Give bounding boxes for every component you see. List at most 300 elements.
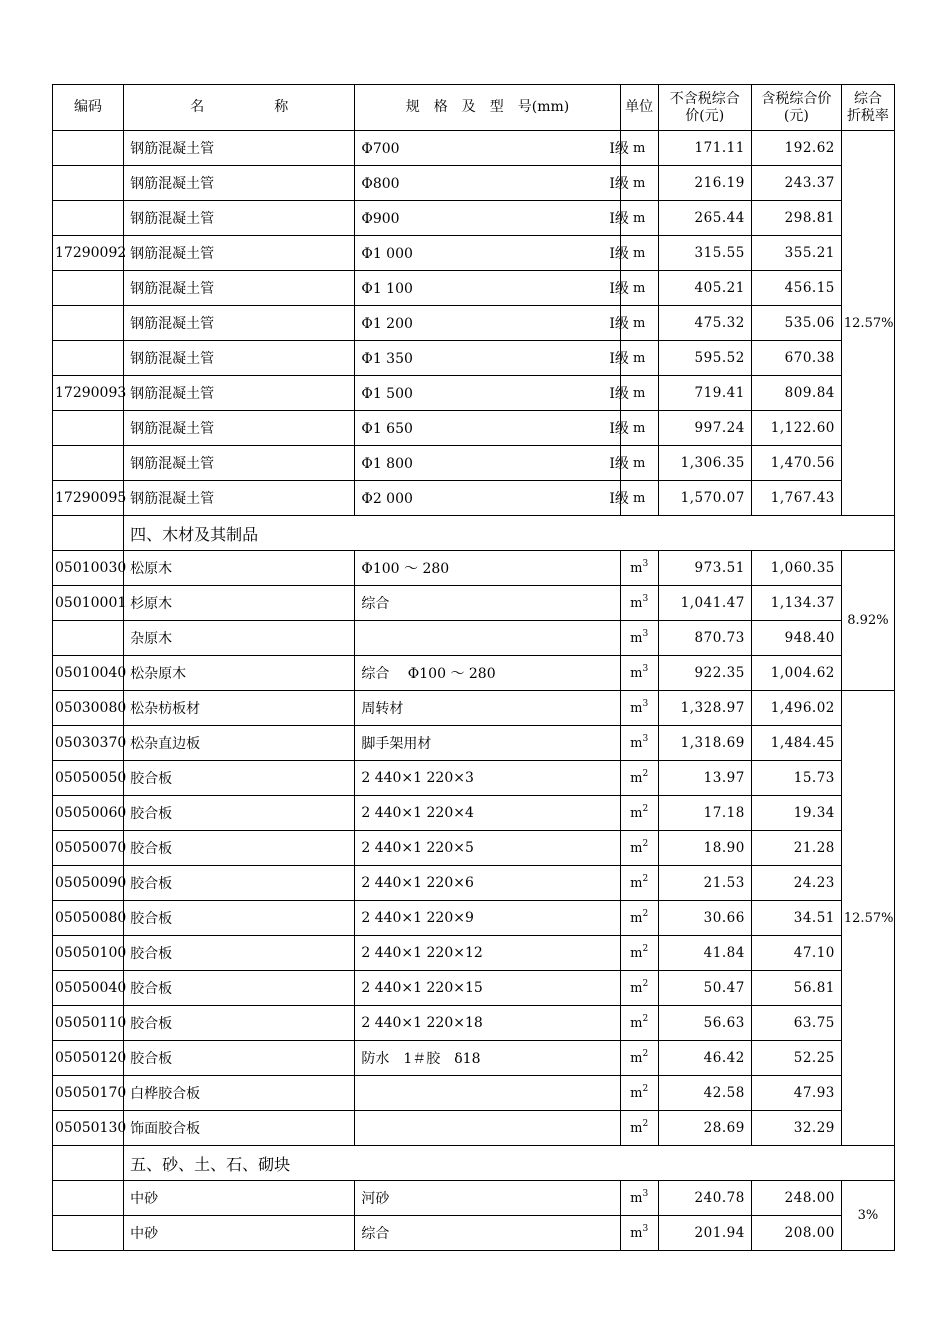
price-inc-tax: 208.00 (751, 1216, 841, 1251)
item-code: 05050050 (53, 761, 124, 796)
item-grade: Ⅰ级 (609, 456, 629, 472)
item-spec (355, 586, 620, 621)
price-inc-tax: 52.25 (751, 1041, 841, 1076)
price-inc-tax: 1,060.35 (751, 551, 841, 586)
header-code: 编码 (53, 85, 124, 131)
item-spec-text: Φ1 200 (361, 316, 413, 332)
unit-base: m (630, 805, 643, 821)
tax-rate: 12.57% (841, 131, 894, 516)
item-spec (355, 376, 629, 411)
price-ex-tax: 1,306.35 (658, 446, 751, 481)
item-code: 05010030 (53, 551, 124, 586)
table-row (53, 481, 895, 516)
unit-base: m (630, 560, 643, 576)
table-row (53, 376, 895, 411)
price-inc-tax: 19.34 (751, 796, 841, 831)
header-spec: 规 格 及 型 号(mm) (355, 85, 620, 131)
item-code: 05010040 (53, 656, 124, 691)
item-code: 05050070 (53, 831, 124, 866)
header-price-inc-tax-line1: 含税综合价 (761, 90, 832, 107)
item-spec-text: 2 440×1 220×6 (361, 875, 474, 891)
price-inc-tax: 1,004.62 (751, 656, 841, 691)
item-name: 钢筋混凝土管 (124, 306, 355, 341)
item-spec-text: Φ100 ～ 280 (361, 561, 450, 577)
unit-base: m (630, 1050, 643, 1066)
item-unit (620, 831, 658, 866)
price-inc-tax: 948.40 (751, 621, 841, 656)
unit-base: m (630, 700, 643, 716)
header-row (53, 85, 895, 131)
item-name: 钢筋混凝土管 (124, 131, 355, 166)
item-name: 白桦胶合板 (124, 1076, 355, 1111)
item-code: 05050090 (53, 866, 124, 901)
item-grade: Ⅰ级 (609, 211, 629, 227)
price-ex-tax: 922.35 (658, 656, 751, 691)
price-ex-tax: 46.42 (658, 1041, 751, 1076)
item-unit (620, 656, 658, 691)
item-name: 钢筋混凝土管 (124, 376, 355, 411)
item-name: 胶合板 (124, 761, 355, 796)
unit-exponent: 3 (642, 698, 649, 709)
price-inc-tax: 298.81 (751, 201, 841, 236)
item-spec-text: 河砂 (361, 1191, 390, 1207)
price-inc-tax: 243.37 (751, 166, 841, 201)
price-ex-tax: 595.52 (658, 341, 751, 376)
table-row (53, 306, 895, 341)
item-name: 杉原木 (124, 586, 355, 621)
table-row (53, 796, 895, 831)
item-spec-text: Φ700 (361, 141, 400, 157)
price-ex-tax: 870.73 (658, 621, 751, 656)
item-code: 05010001 (53, 586, 124, 621)
header-price-ex-tax (658, 85, 751, 131)
table-row (53, 621, 895, 656)
unit-base: m (633, 490, 646, 506)
price-ex-tax: 13.97 (658, 761, 751, 796)
item-unit (620, 796, 658, 831)
section-code-cell (53, 516, 124, 551)
unit-exponent: 2 (642, 1048, 649, 1059)
item-grade: Ⅰ级 (609, 386, 629, 402)
price-inc-tax: 63.75 (751, 1006, 841, 1041)
item-unit (620, 726, 658, 761)
table-row (53, 1181, 895, 1216)
price-ex-tax: 997.24 (658, 411, 751, 446)
item-spec-text: 2 440×1 220×9 (361, 910, 474, 926)
item-spec-text: 2 440×1 220×18 (361, 1015, 483, 1031)
table-row (53, 341, 895, 376)
table-row (53, 691, 895, 726)
header-name: 名 称 (124, 85, 355, 131)
price-ex-tax: 201.94 (658, 1216, 751, 1251)
item-spec-text: Φ2 000 (361, 491, 413, 507)
price-inc-tax: 24.23 (751, 866, 841, 901)
price-ex-tax: 405.21 (658, 271, 751, 306)
item-name: 胶合板 (124, 866, 355, 901)
price-inc-tax: 1,134.37 (751, 586, 841, 621)
unit-exponent: 2 (642, 943, 649, 954)
item-spec-text: Φ1 800 (361, 456, 413, 472)
unit-base: m (630, 735, 643, 751)
unit-base: m (633, 210, 646, 226)
unit-exponent: 3 (642, 593, 649, 604)
item-unit (620, 1216, 658, 1251)
item-grade: Ⅰ级 (609, 281, 629, 297)
price-inc-tax: 1,470.56 (751, 446, 841, 481)
price-ex-tax: 42.58 (658, 1076, 751, 1111)
unit-exponent: 2 (642, 803, 649, 814)
price-inc-tax: 535.06 (751, 306, 841, 341)
item-code: 05050130 (53, 1111, 124, 1146)
price-inc-tax: 47.93 (751, 1076, 841, 1111)
unit-base: m (630, 595, 643, 611)
item-spec (355, 341, 629, 376)
price-ex-tax: 41.84 (658, 936, 751, 971)
item-name: 钢筋混凝土管 (124, 341, 355, 376)
item-spec (355, 201, 629, 236)
item-code: 05050120 (53, 1041, 124, 1076)
table-row (53, 586, 895, 621)
item-code: 05050080 (53, 901, 124, 936)
item-name: 松原木 (124, 551, 355, 586)
unit-base: m (633, 420, 646, 436)
item-grade: Ⅰ级 (609, 246, 629, 262)
price-inc-tax: 192.62 (751, 131, 841, 166)
item-spec (355, 166, 629, 201)
item-spec-text: 防水 1＃胶 δ18 (361, 1051, 481, 1067)
unit-exponent: 2 (642, 873, 649, 884)
item-spec (355, 306, 629, 341)
header-price-ex-tax-line2: 价(元) (685, 107, 725, 124)
unit-base: m (630, 980, 643, 996)
item-spec-text: 综合 (361, 596, 390, 612)
price-ex-tax: 17.18 (658, 796, 751, 831)
item-code: 05050060 (53, 796, 124, 831)
item-spec (355, 1111, 620, 1146)
item-unit (620, 1041, 658, 1076)
item-unit (620, 1181, 658, 1216)
item-unit (620, 1111, 658, 1146)
unit-exponent: 3 (642, 663, 649, 674)
item-code: 05050100 (53, 936, 124, 971)
item-spec (355, 131, 629, 166)
price-inc-tax: 1,496.02 (751, 691, 841, 726)
item-grade: Ⅰ级 (609, 316, 629, 332)
item-spec-text: Φ900 (361, 211, 400, 227)
unit-exponent: 3 (642, 558, 649, 569)
item-code (53, 1216, 124, 1251)
item-name: 松杂原木 (124, 656, 355, 691)
item-name: 胶合板 (124, 1006, 355, 1041)
item-spec-text: 2 440×1 220×3 (361, 770, 474, 786)
item-code (53, 166, 124, 201)
unit-base: m (630, 1085, 643, 1101)
table-row (53, 1041, 895, 1076)
item-spec (355, 1006, 620, 1041)
item-code: 17290092 (53, 236, 124, 271)
item-spec-text: Φ1 650 (361, 421, 413, 437)
unit-base: m (633, 280, 646, 296)
unit-base: m (630, 840, 643, 856)
table-row (53, 761, 895, 796)
section-title-wood: 四、木材及其制品 (124, 516, 895, 551)
unit-exponent: 3 (642, 1188, 649, 1199)
item-unit (620, 761, 658, 796)
unit-base: m (630, 945, 643, 961)
item-name: 钢筋混凝土管 (124, 201, 355, 236)
unit-exponent: 2 (642, 978, 649, 989)
item-spec (355, 271, 629, 306)
price-ex-tax: 216.19 (658, 166, 751, 201)
unit-exponent: 3 (642, 733, 649, 744)
unit-base: m (633, 245, 646, 261)
item-unit (620, 1006, 658, 1041)
table-row (53, 201, 895, 236)
item-spec (355, 691, 620, 726)
table-row (53, 936, 895, 971)
item-unit (620, 691, 658, 726)
price-inc-tax: 1,122.60 (751, 411, 841, 446)
unit-base: m (630, 1120, 643, 1136)
price-inc-tax: 21.28 (751, 831, 841, 866)
price-ex-tax: 1,328.97 (658, 691, 751, 726)
unit-base: m (633, 315, 646, 331)
item-name: 钢筋混凝土管 (124, 236, 355, 271)
header-price-inc-tax-line2: (元) (783, 107, 809, 124)
price-ex-tax: 475.32 (658, 306, 751, 341)
item-name: 胶合板 (124, 831, 355, 866)
item-spec (355, 481, 629, 516)
unit-base: m (633, 350, 646, 366)
price-inc-tax: 47.10 (751, 936, 841, 971)
price-ex-tax: 50.47 (658, 971, 751, 1006)
item-code: 05030370 (53, 726, 124, 761)
item-spec (355, 1076, 620, 1111)
unit-base: m (633, 385, 646, 401)
item-spec (355, 761, 620, 796)
table-row (53, 1076, 895, 1111)
table-row (53, 1216, 895, 1251)
price-ex-tax: 171.11 (658, 131, 751, 166)
item-code (53, 1181, 124, 1216)
item-grade: Ⅰ级 (609, 491, 629, 507)
price-inc-tax: 670.38 (751, 341, 841, 376)
item-spec-text: 2 440×1 220×15 (361, 980, 483, 996)
item-code: 05050110 (53, 1006, 124, 1041)
price-ex-tax: 28.69 (658, 1111, 751, 1146)
section-title-sand: 五、砂、土、石、砌块 (124, 1146, 895, 1181)
item-name: 杂原木 (124, 621, 355, 656)
price-inc-tax: 355.21 (751, 236, 841, 271)
unit-base: m (630, 1015, 643, 1031)
price-inc-tax: 34.51 (751, 901, 841, 936)
table-row (53, 656, 895, 691)
item-name: 钢筋混凝土管 (124, 271, 355, 306)
unit-base: m (630, 875, 643, 891)
item-name: 钢筋混凝土管 (124, 166, 355, 201)
item-spec (355, 621, 620, 656)
item-spec-text: 综合 Φ100 ～ 280 (361, 666, 496, 682)
item-code (53, 201, 124, 236)
header-rate-line1: 综合 (853, 90, 882, 107)
price-inc-tax: 1,767.43 (751, 481, 841, 516)
price-ex-tax: 240.78 (658, 1181, 751, 1216)
unit-base: m (630, 910, 643, 926)
unit-base: m (630, 630, 643, 646)
price-table (52, 84, 895, 1251)
unit-base: m (630, 1190, 643, 1206)
header-price-ex-tax-line1: 不含税综合 (669, 90, 740, 107)
item-spec (355, 866, 620, 901)
item-code: 05050170 (53, 1076, 124, 1111)
item-grade: Ⅰ级 (609, 351, 629, 367)
unit-exponent: 2 (642, 768, 649, 779)
item-code (53, 411, 124, 446)
price-ex-tax: 719.41 (658, 376, 751, 411)
item-spec (355, 1041, 620, 1076)
item-code: 05030080 (53, 691, 124, 726)
unit-exponent: 3 (642, 1223, 649, 1234)
item-code (53, 271, 124, 306)
item-name: 饰面胶合板 (124, 1111, 355, 1146)
price-inc-tax: 248.00 (751, 1181, 841, 1216)
item-spec-text: Φ1 100 (361, 281, 413, 297)
table-row (53, 866, 895, 901)
price-inc-tax: 456.15 (751, 271, 841, 306)
item-grade: Ⅰ级 (609, 176, 629, 192)
price-inc-tax: 1,484.45 (751, 726, 841, 761)
tax-rate: 8.92% (841, 551, 894, 691)
item-name: 钢筋混凝土管 (124, 446, 355, 481)
price-ex-tax: 1,041.47 (658, 586, 751, 621)
price-ex-tax: 265.44 (658, 201, 751, 236)
item-name: 胶合板 (124, 936, 355, 971)
item-unit (620, 586, 658, 621)
item-spec-text: 2 440×1 220×12 (361, 945, 483, 961)
unit-base: m (633, 455, 646, 471)
tax-rate: 3% (841, 1181, 894, 1251)
table-row (53, 1111, 895, 1146)
price-inc-tax: 809.84 (751, 376, 841, 411)
item-spec (355, 901, 620, 936)
item-spec (355, 551, 620, 586)
price-ex-tax: 30.66 (658, 901, 751, 936)
table-row (53, 831, 895, 866)
item-unit (620, 621, 658, 656)
table-row (53, 271, 895, 306)
price-inc-tax: 15.73 (751, 761, 841, 796)
table-row (53, 131, 895, 166)
item-name: 中砂 (124, 1216, 355, 1251)
item-code: 05050040 (53, 971, 124, 1006)
unit-base: m (630, 770, 643, 786)
item-unit (620, 866, 658, 901)
item-grade: Ⅰ级 (609, 421, 629, 437)
unit-exponent: 2 (642, 1013, 649, 1024)
unit-exponent: 3 (642, 628, 649, 639)
price-ex-tax: 1,318.69 (658, 726, 751, 761)
item-code: 17290093 (53, 376, 124, 411)
unit-exponent: 2 (642, 908, 649, 919)
item-spec-text: Φ1 500 (361, 386, 413, 402)
price-ex-tax: 315.55 (658, 236, 751, 271)
section-code-cell (53, 1146, 124, 1181)
header-price-inc-tax (751, 85, 841, 131)
price-ex-tax: 1,570.07 (658, 481, 751, 516)
item-unit (620, 551, 658, 586)
item-name: 中砂 (124, 1181, 355, 1216)
item-spec-text: Φ800 (361, 176, 400, 192)
item-spec-text: 脚手架用材 (361, 736, 432, 752)
item-unit (620, 936, 658, 971)
price-ex-tax: 21.53 (658, 866, 751, 901)
price-ex-tax: 18.90 (658, 831, 751, 866)
item-spec (355, 936, 620, 971)
item-name: 松杂枋板材 (124, 691, 355, 726)
tax-rate: 12.57% (841, 691, 894, 1146)
unit-exponent: 2 (642, 1118, 649, 1129)
header-rate-line2: 折税率 (846, 107, 889, 124)
item-code (53, 131, 124, 166)
item-name: 胶合板 (124, 901, 355, 936)
item-name: 钢筋混凝土管 (124, 481, 355, 516)
item-spec (355, 411, 629, 446)
price-ex-tax: 56.63 (658, 1006, 751, 1041)
table-row (53, 726, 895, 761)
unit-base: m (633, 140, 646, 156)
item-unit (620, 901, 658, 936)
item-spec-text: Φ1 000 (361, 246, 413, 262)
table-row (53, 411, 895, 446)
item-spec (355, 1216, 620, 1251)
item-spec-text: 2 440×1 220×4 (361, 805, 474, 821)
unit-base: m (630, 665, 643, 681)
item-spec (355, 796, 620, 831)
table-row (53, 901, 895, 936)
table-row (53, 971, 895, 1006)
header-unit: 单位 (620, 85, 658, 131)
price-inc-tax: 32.29 (751, 1111, 841, 1146)
item-spec (355, 236, 629, 271)
table-row (53, 1006, 895, 1041)
unit-base: m (633, 175, 646, 191)
section-row (53, 1146, 895, 1181)
item-code (53, 446, 124, 481)
item-spec (355, 971, 620, 1006)
item-spec (355, 831, 620, 866)
item-spec-text: 综合 (361, 1226, 390, 1242)
table-row (53, 446, 895, 481)
item-name: 钢筋混凝土管 (124, 411, 355, 446)
item-name: 胶合板 (124, 971, 355, 1006)
item-code: 17290095 (53, 481, 124, 516)
table-row (53, 551, 895, 586)
item-unit (620, 971, 658, 1006)
section-row (53, 516, 895, 551)
item-spec (355, 446, 629, 481)
item-grade: Ⅰ级 (609, 141, 629, 157)
item-spec-text: Φ1 350 (361, 351, 413, 367)
item-name: 胶合板 (124, 796, 355, 831)
item-code (53, 621, 124, 656)
price-inc-tax: 56.81 (751, 971, 841, 1006)
item-name: 胶合板 (124, 1041, 355, 1076)
table-row (53, 166, 895, 201)
item-code (53, 306, 124, 341)
unit-base: m (630, 1225, 643, 1241)
item-spec (355, 656, 620, 691)
item-unit (620, 1076, 658, 1111)
